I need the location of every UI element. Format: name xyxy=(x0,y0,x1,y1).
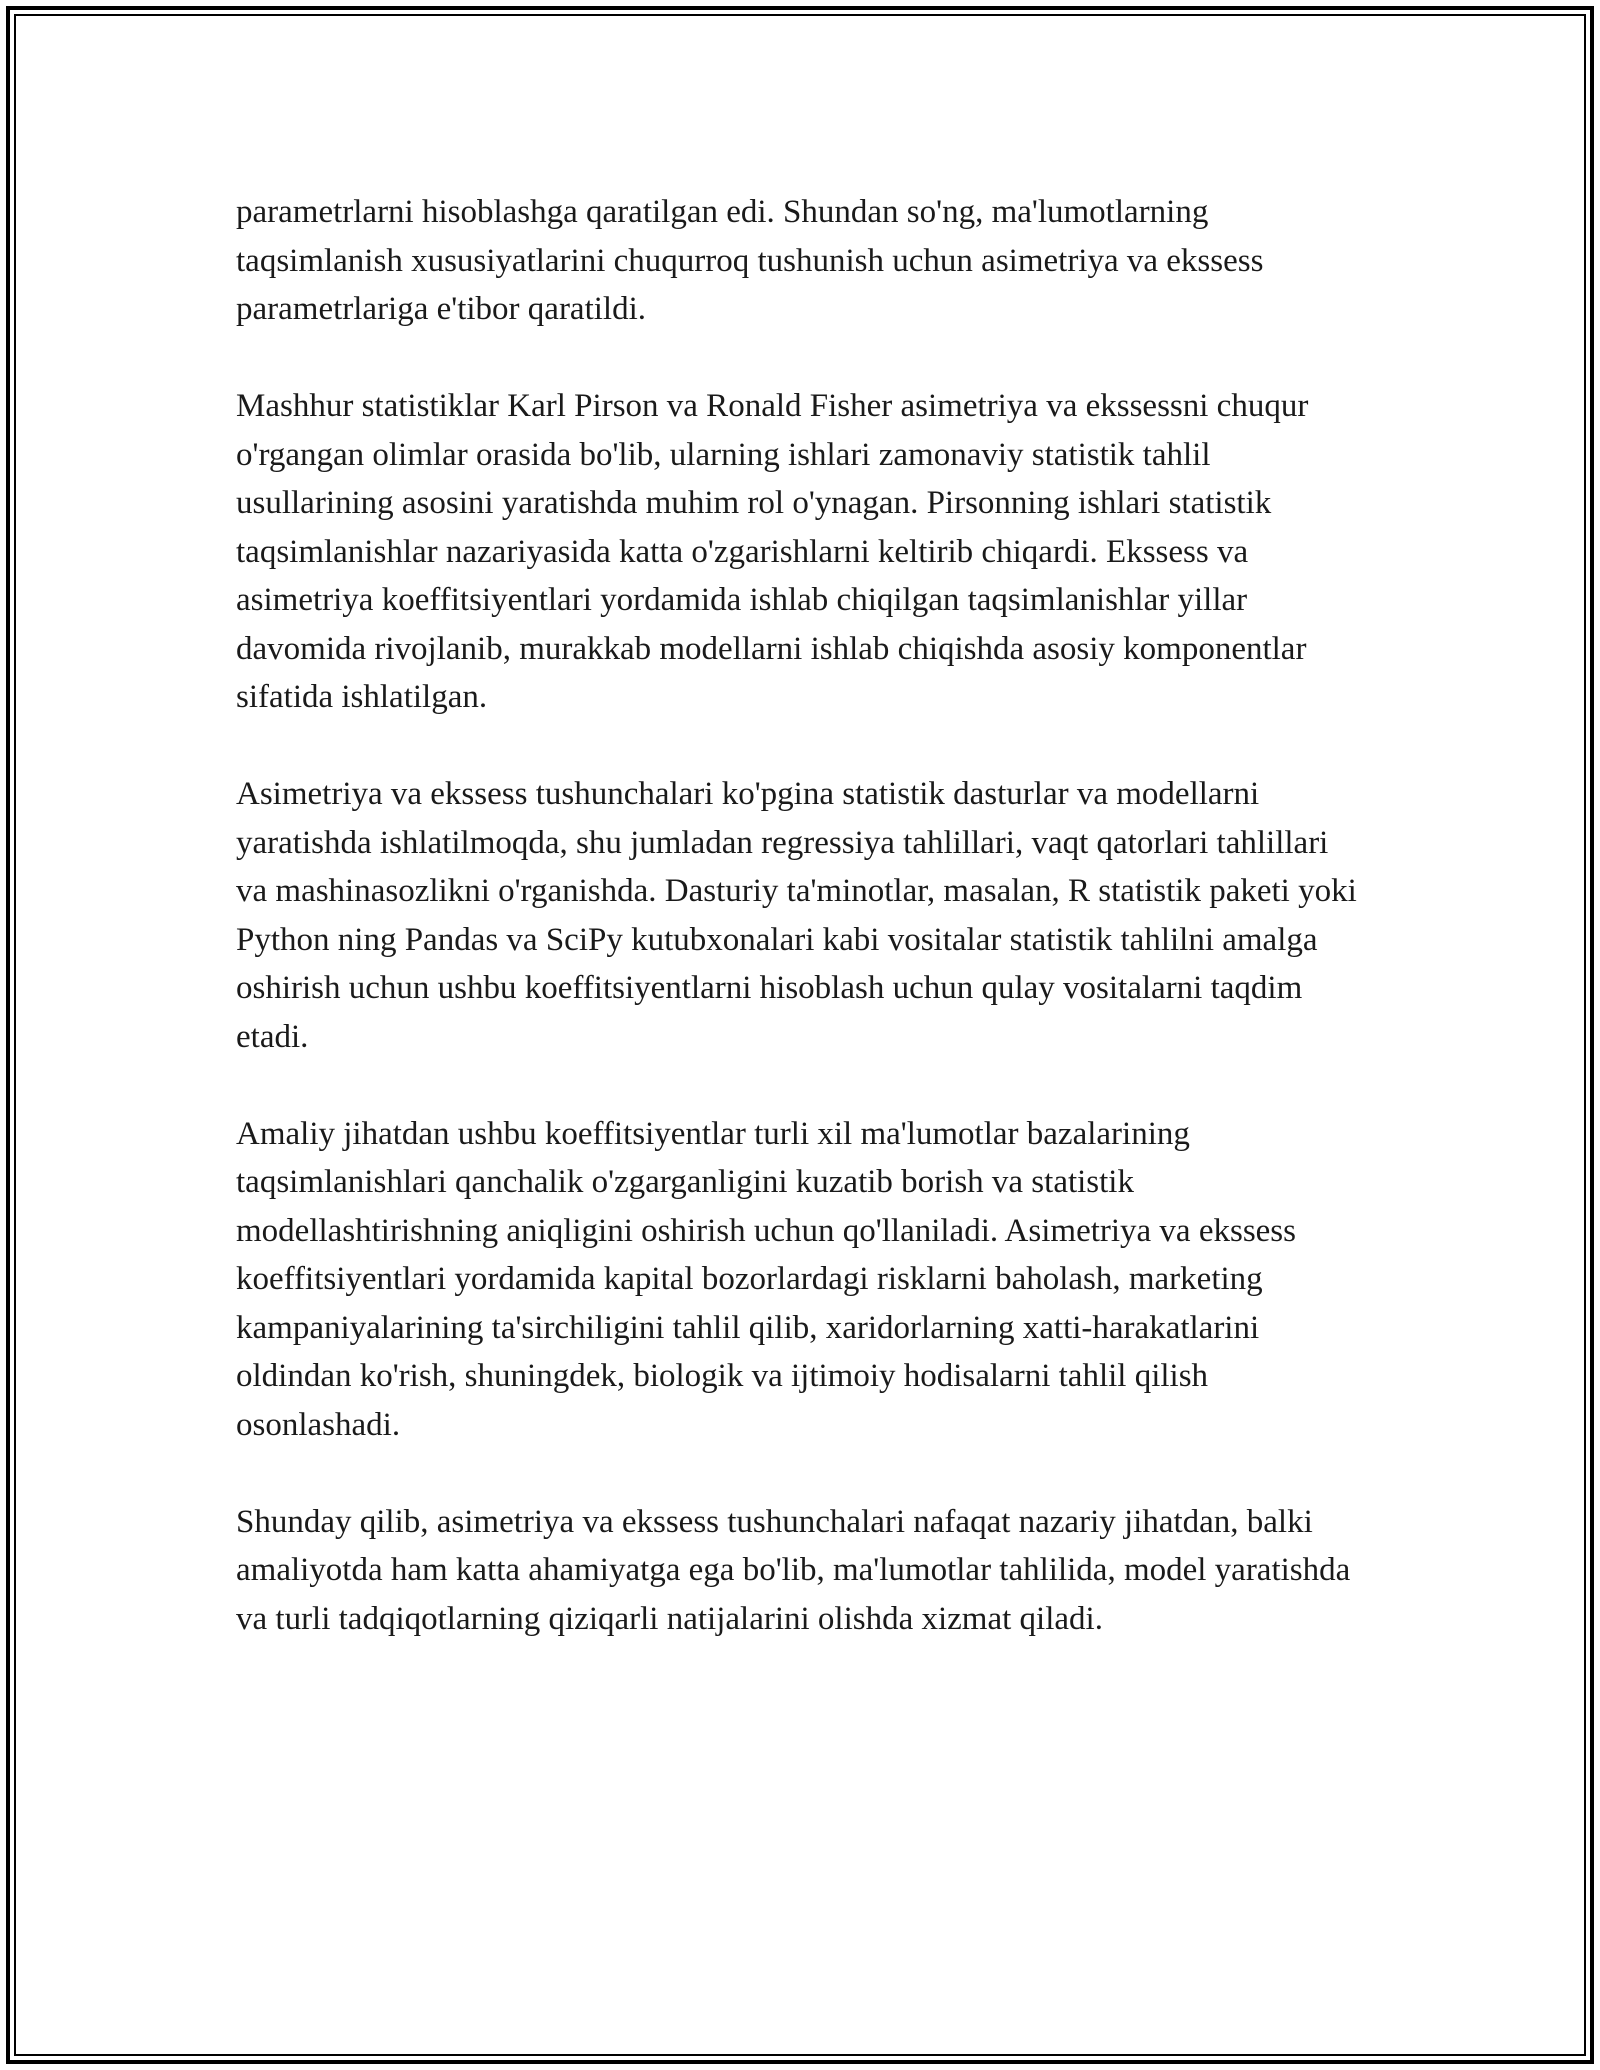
paragraph-3: Asimetriya va ekssess tushunchalari ko'pgina statistik dasturlar va modellarni yaratishda ishlatilmoqda, shu jumladan regressiya tahlillari, vaqt qatorlari tahlillari va mashinasozlikni o'rganishda. Dasturiy ta'minotlar, masalan, R statistik paketi yoki Python ning Pandas va SciPy kutubxonalari kabi vositalar statistik tahlilni amalga oshirish uchun ushbu koeffitsiyentlarni hisoblash uchun qulay vositalarni taqdim etadi. xyxy=(236,776,1357,1055)
document-body xyxy=(236,188,1366,1643)
paragraph-1: parametrlarni hisoblashga qaratilgan edi. Shundan so'ng, ma'lumotlarning taqsimlanish xususiyatlarini chuqurroq tushunish uchun asimetriya va ekssess parametrlariga e'tibor qaratildi. xyxy=(236,194,1264,327)
paragraph-4: Amaliy jihatdan ushbu koeffitsiyentlar turli xil ma'lumotlar bazalarining taqsimlanishlari qanchalik o'zgarganligini kuzatib borish va statistik modellashtirishning aniqligini oshirish uchun qo'llaniladi. Asimetriya va ekssess koeffitsiyentlari yordamida kapital bozorlardagi risklarni baholash, marketing kampaniyalarining ta'sirchiligini tahlil qilib, xaridorlarning xatti-harakatlarini oldindan ko'rish, shuningdek, biologik va ijtimoiy hodisalarni tahlil qilish osonlashadi. xyxy=(236,1115,1296,1443)
paragraph-5: Shunday qilib, asimetriya va ekssess tushunchalari nafaqat nazariy jihatdan, balki amaliyotda ham katta ahamiyatga ega bo'lib, ma'lumotlar tahlilida, model yaratishda va turli tadqiqotlarning qiziqarli natijalarini olishda xizmat qiladi. xyxy=(236,1503,1351,1637)
paragraph-2: Mashhur statistiklar Karl Pirson va Ronald Fisher asimetriya va ekssessni chuqur o'rgangan olimlar orasida bo'lib, ularning ishlari zamonaviy statistik tahlil usullarining asosini yaratishda muhim rol o'ynagan. Pirsonning ishlari statistik taqsimlanishlar nazariyasida katta o'zgarishlarni keltirib chiqardi. Ekssess va asimetriya koeffitsiyentlari yordamida ishlab chiqilgan taqsimlanishlar yillar davomida rivojlanib, murakkab modellarni ishlab chiqishda asosiy komponentlar sifatida ishlatilgan. xyxy=(236,388,1309,715)
